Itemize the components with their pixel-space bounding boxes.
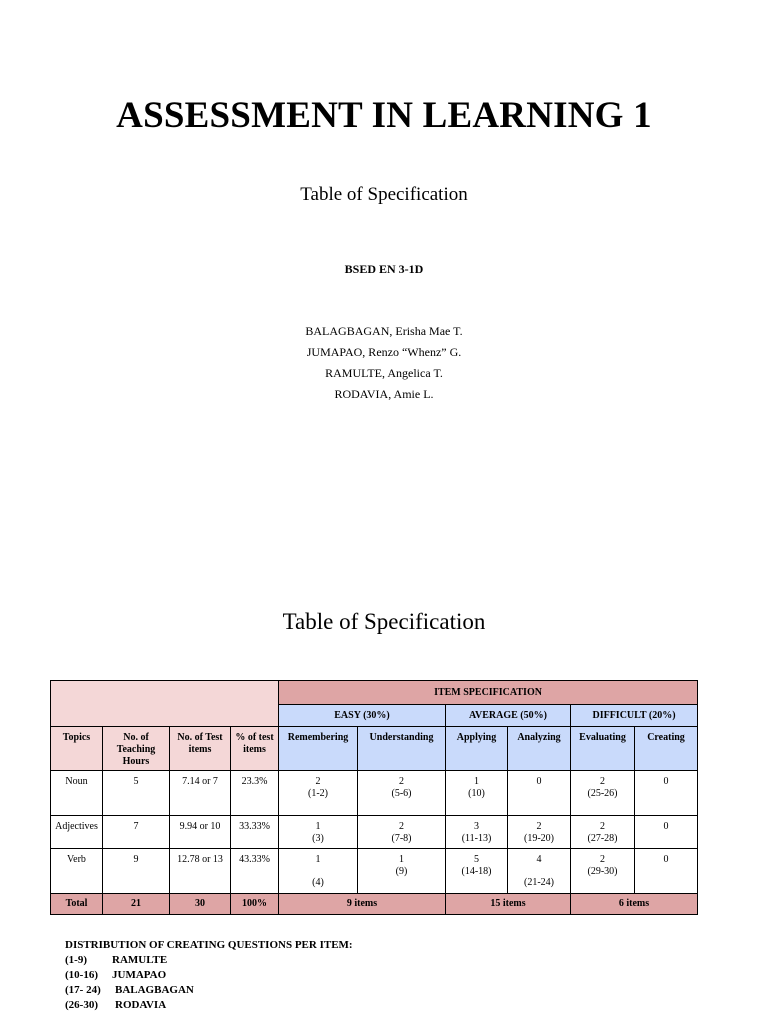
group-average: AVERAGE (50%) [446,705,571,727]
hours-cell: 7 [103,816,170,849]
range: (9) [395,866,408,877]
item-name: RODAVIA [115,999,167,1011]
total-label: Total [51,894,103,915]
page-title: ASSESSMENT IN LEARNING 1 [116,95,652,136]
item-name: BALAGBAGAN [115,984,194,996]
member-name: BALAGBAGAN, Erisha Mae T. [305,324,463,338]
total-average: 15 items [446,894,571,915]
applying-cell [446,849,508,894]
count: 4 [536,854,542,865]
col-header-applying: Applying [446,727,508,771]
blank-header [51,681,279,727]
analyzing-cell [508,849,571,894]
section-label: BSED EN 3-1D [344,262,424,276]
count: 0 [663,776,669,787]
percent-cell: 43.33% [231,849,279,894]
list-item [65,983,353,998]
range: (1-2) [308,788,328,799]
group-difficult: DIFFICULT (20%) [571,705,698,727]
evaluating-cell [571,816,635,849]
remembering-cell [279,771,358,816]
member-name: RODAVIA, Amie L. [334,387,434,401]
topic-cell: Noun [51,771,103,816]
col-header-evaluating: Evaluating [571,727,635,771]
hours-cell: 5 [103,771,170,816]
items-cell: 9.94 or 10 [170,816,231,849]
remembering-cell [279,816,358,849]
understanding-cell [358,816,446,849]
col-header-percent: % of test items [231,727,279,771]
specification-table [50,680,698,915]
distribution-heading: DISTRIBUTION OF CREATING QUESTIONS PER ITEM: [65,939,353,951]
evaluating-cell [571,771,635,816]
range: (19-20) [524,833,554,844]
tos-heading: Table of Specification [282,609,486,634]
range: (25-26) [587,788,618,799]
item-spec-header: ITEM SPECIFICATION [279,681,698,705]
percent-cell: 23.3% [231,771,279,816]
hours-cell: 9 [103,849,170,894]
items-cell: 7.14 or 7 [170,771,231,816]
col-header-creating: Creating [635,727,698,771]
list-item [65,953,353,968]
creating-cell [635,771,698,816]
range: (4) [312,877,324,888]
list-item [65,998,353,1013]
applying-cell [446,816,508,849]
item-range: (10-16) [65,969,98,981]
count: 2 [536,821,542,832]
topic-cell: Verb [51,849,103,894]
count: 1 [315,821,321,832]
range: (27-28) [587,833,618,844]
count: 1 [474,776,479,787]
range: (11-13) [461,833,492,844]
col-header-understanding: Understanding [358,727,446,771]
table-row [51,771,698,816]
count: 0 [663,821,669,832]
understanding-cell [358,849,446,894]
count: 3 [474,821,479,832]
member-name: JUMAPAO, Renzo “Whenz” G. [306,345,462,359]
item-range: (1-9) [65,954,87,966]
count: 2 [399,821,404,832]
creating-cell [635,816,698,849]
percent-cell: 33.33% [231,816,279,849]
page-subtitle: Table of Specification [300,184,468,205]
remembering-cell [279,849,358,894]
count: 5 [474,854,479,865]
item-name: JUMAPAO [112,969,167,981]
analyzing-cell [508,816,571,849]
count: 2 [600,821,605,832]
count: 1 [315,854,321,865]
items-cell: 12.78 or 13 [170,849,231,894]
count: 2 [315,776,321,787]
distribution-list [65,938,353,1013]
member-name: RAMULTE, Angelica T. [325,366,443,380]
table-row [51,816,698,849]
range: (29-30) [587,866,618,877]
item-name: RAMULTE [112,954,168,966]
applying-cell [446,771,508,816]
total-percent: 100% [231,894,279,915]
range: (14-18) [461,866,492,877]
total-row [51,894,698,915]
count: 1 [399,854,404,865]
table-row [51,849,698,894]
range: (7-8) [391,833,412,844]
range: (10) [468,788,485,799]
item-range: (17- 24) [65,984,101,996]
range: (3) [312,833,324,844]
list-item [65,968,353,983]
count: 2 [600,854,605,865]
count: 2 [600,776,605,787]
total-items: 30 [170,894,231,915]
count: 2 [399,776,404,787]
member-list [0,321,768,405]
item-range: (26-30) [65,999,98,1011]
total-hours: 21 [103,894,170,915]
evaluating-cell [571,849,635,894]
topic-cell: Adjectives [51,816,103,849]
creating-cell [635,849,698,894]
col-header-topics: Topics [51,727,103,771]
total-difficult: 6 items [571,894,698,915]
understanding-cell [358,771,446,816]
range: (5-6) [391,788,412,799]
col-header-items: No. of Test items [170,727,231,771]
total-easy: 9 items [279,894,446,915]
analyzing-cell [508,771,571,816]
col-header-remembering: Remembering [279,727,358,771]
group-easy: EASY (30%) [279,705,446,727]
range: (21-24) [524,877,554,888]
col-header-analyzing: Analyzing [508,727,571,771]
count: 0 [663,854,669,865]
count: 0 [536,776,542,787]
col-header-hours: No. of Teaching Hours [103,727,170,771]
